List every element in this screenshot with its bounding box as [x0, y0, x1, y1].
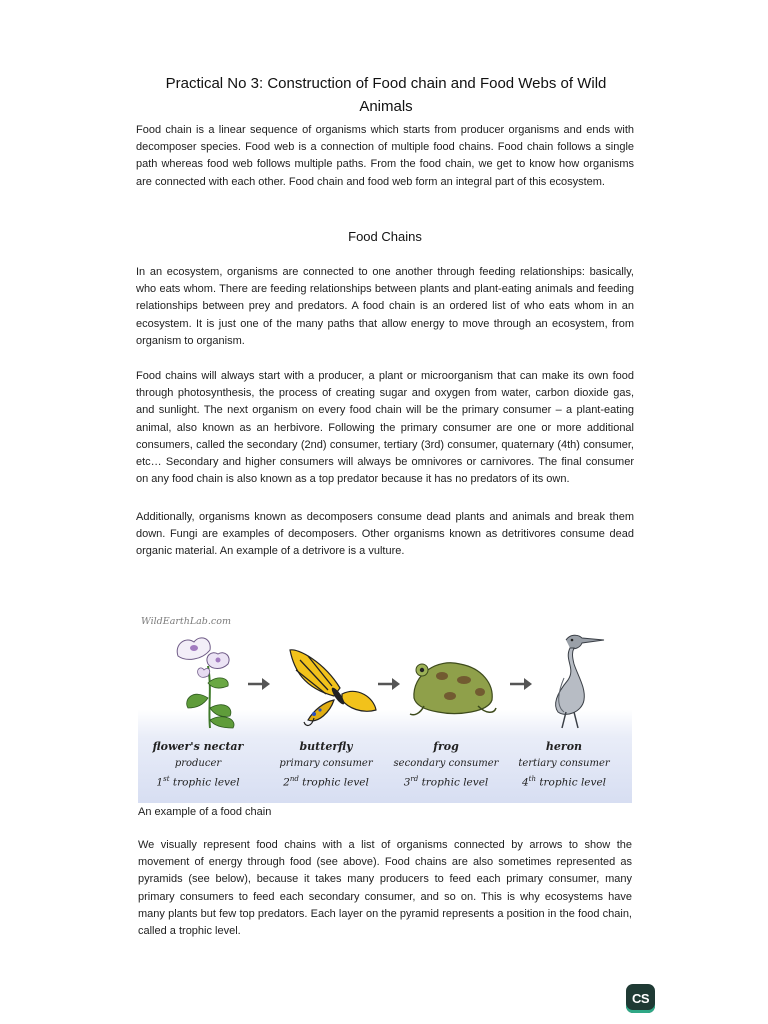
- stage-role-2: primary consumer: [279, 758, 373, 769]
- arrow-icon-2: [378, 678, 400, 690]
- arrow-icon-3: [510, 678, 532, 690]
- figure-caption: An example of a food chain: [138, 806, 272, 818]
- frog-icon: [410, 663, 496, 715]
- food-chain-figure: [138, 608, 632, 803]
- food-chain-illustration: [138, 608, 632, 803]
- stage-role-1: producer: [174, 758, 222, 769]
- document-title: [136, 72, 636, 118]
- stage-role-4: tertiary consumer: [518, 758, 610, 769]
- heron-icon: [556, 635, 604, 728]
- butterfly-icon: [290, 650, 376, 726]
- stage-name-3: frog: [433, 740, 459, 753]
- stage-level-3: 3rd trophic level: [403, 775, 489, 789]
- section-heading: Food Chains: [348, 229, 422, 244]
- title-line-2: Animals: [359, 98, 413, 115]
- logo-text: CS: [631, 991, 650, 1006]
- paragraph-4: We visually represent food chains with a list of organisms connected by arrows to show the movement of energy through food (see above). Food chains are also sometimes represented as pyramids (see below), because it takes many producers to feed each primary consumer, many primary consumers to feed each secondary consumer, and so on. This is why ecosystems have many plants but few top predators. Each layer on the pyramid represents a position in the food chain, called a trophic level.: [138, 839, 632, 938]
- stage-name-2: butterfly: [299, 740, 353, 753]
- intro-paragraph: Food chain is a linear sequence of organisms which starts from producer organisms and ends with decomposer species. Food web is a connection of multiple food chains. Food chain follows a single path whereas food web follows multiple paths. From the food chain, we get to know how organisms are connected with each other. Food chain and food web form an integral part of this ecosystem.: [136, 124, 634, 188]
- stage-name-4: heron: [545, 740, 583, 753]
- stage-role-3: secondary consumer: [393, 758, 499, 769]
- title-line-1: Practical No 3: Construction of Food chain and Food Webs of Wild: [165, 75, 607, 92]
- stage-level-4: 4th trophic level: [521, 775, 607, 789]
- camscanner-logo-icon: [626, 984, 655, 1013]
- stage-name-1: flower's nectar: [152, 740, 244, 753]
- paragraph-1: In an ecosystem, organisms are connected to one another through feeding relationships: basically, who eats whom. There are feeding relationships between plants and plant-eating animals and feeding relationships between prey and predators. A food chain is an ordered list of who eats whom in an ecosystem. It is just one of the many paths that allow energy to move through an ecosystem, from organism to organism.: [136, 266, 634, 347]
- paragraph-3: Additionally, organisms known as decomposers consume dead plants and animals and break them down. Fungi are examples of decomposers. Other organisms known as detritivores consume dead organic material. An example of a detrivore is a vulture.: [136, 511, 634, 558]
- stage-level-1: 1st trophic level: [156, 775, 240, 789]
- arrow-icon-1: [248, 678, 270, 690]
- flower-icon: [177, 638, 234, 728]
- paragraph-2: Food chains will always start with a producer, a plant or microorganism that can make its own food through photosynthesis, the process of creating sugar and oxygen from water, carbon dioxide gas, and sunlight. The next organism on every food chain will be the primary consumer – a plant-eating animal, also known as an herbivore. Following the primary consumer are one or more additional consumers, called the secondary (2nd) consumer, tertiary (3rd) consumer, quaternary (4th) consumer, etc… Secondary and higher consumers will always be omnivores or carnivores. The final consumer on any food chain is also known as a top predator because it has no predators of its own.: [136, 370, 634, 486]
- figure-credit: WildEarthLab.com: [141, 616, 231, 627]
- stage-level-2: 2nd trophic level: [283, 775, 369, 789]
